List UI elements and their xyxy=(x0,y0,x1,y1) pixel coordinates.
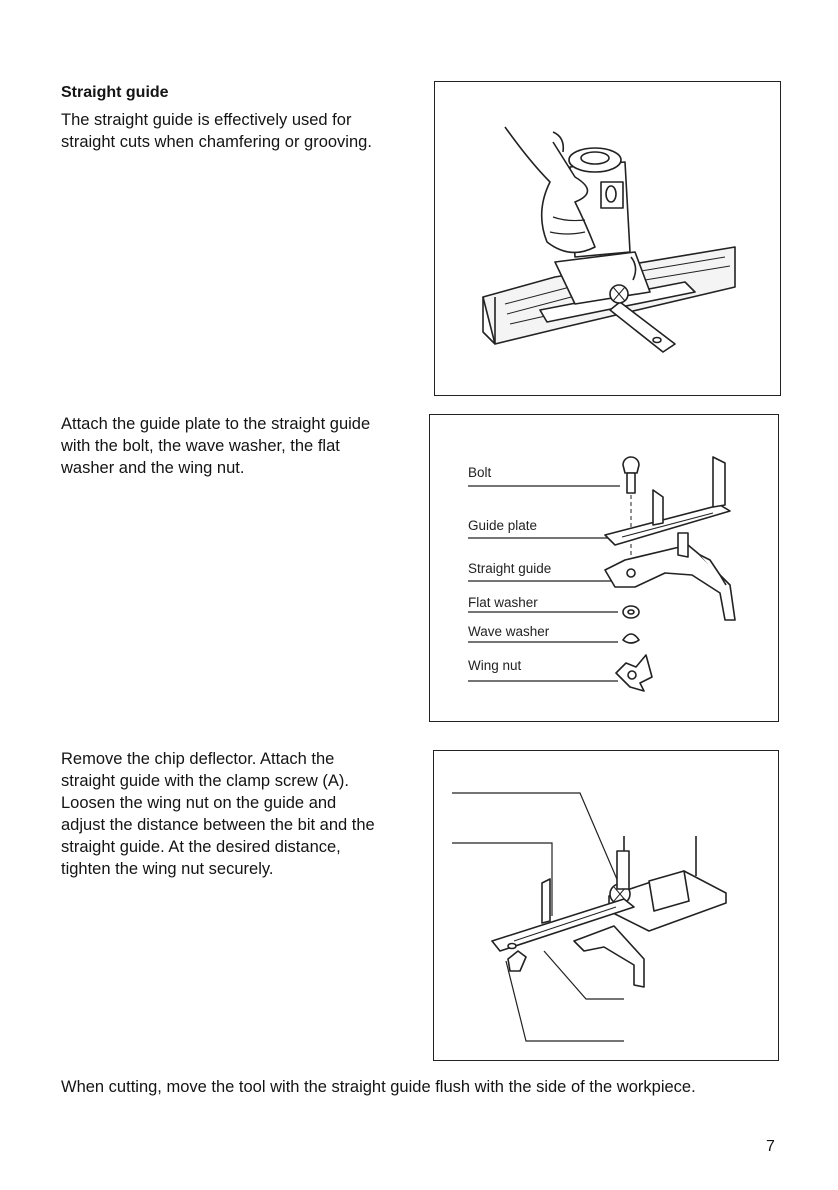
closing-paragraph: When cutting, move the tool with the straight guide flush with the side of the workpiece. xyxy=(61,1078,696,1096)
figure-guide-parts xyxy=(429,414,779,722)
callout-lower-2 xyxy=(506,961,624,1041)
callout-guide xyxy=(452,843,552,916)
remove-paragraph: Remove the chip deflector. Attach the straight guide with the clamp screw (A). Loosen the wing nut on the guide and adjust the distance between the bit and the straight guide. At the desired distance, tighten the wing nut securely. xyxy=(61,750,375,878)
figure-trimmer-on-workpiece xyxy=(434,81,781,396)
label-bolt: Bolt xyxy=(468,465,492,480)
label-straight-guide: Straight guide xyxy=(468,561,552,576)
label-guide-plate: Guide plate xyxy=(468,518,538,533)
trimmer-illustration xyxy=(435,82,780,395)
attach-paragraph: Attach the guide plate to the straight guide with the bolt, the wave washer, the flat washer and the wing nut. xyxy=(61,415,371,477)
label-wing-nut: Wing nut xyxy=(468,658,522,673)
callout-clamp-screw xyxy=(452,793,622,891)
figure-guide-attached xyxy=(433,750,779,1061)
page-number: 7 xyxy=(766,1138,775,1155)
label-wave-washer: Wave washer xyxy=(468,624,550,639)
callout-lower-1 xyxy=(544,951,624,999)
label-flat-washer: Flat washer xyxy=(468,595,538,610)
section-heading: Straight guide xyxy=(61,84,169,101)
intro-paragraph: The straight guide is effectively used for straight cuts when chamfering or grooving. xyxy=(61,111,372,151)
guide-attached-illustration xyxy=(434,751,778,1060)
